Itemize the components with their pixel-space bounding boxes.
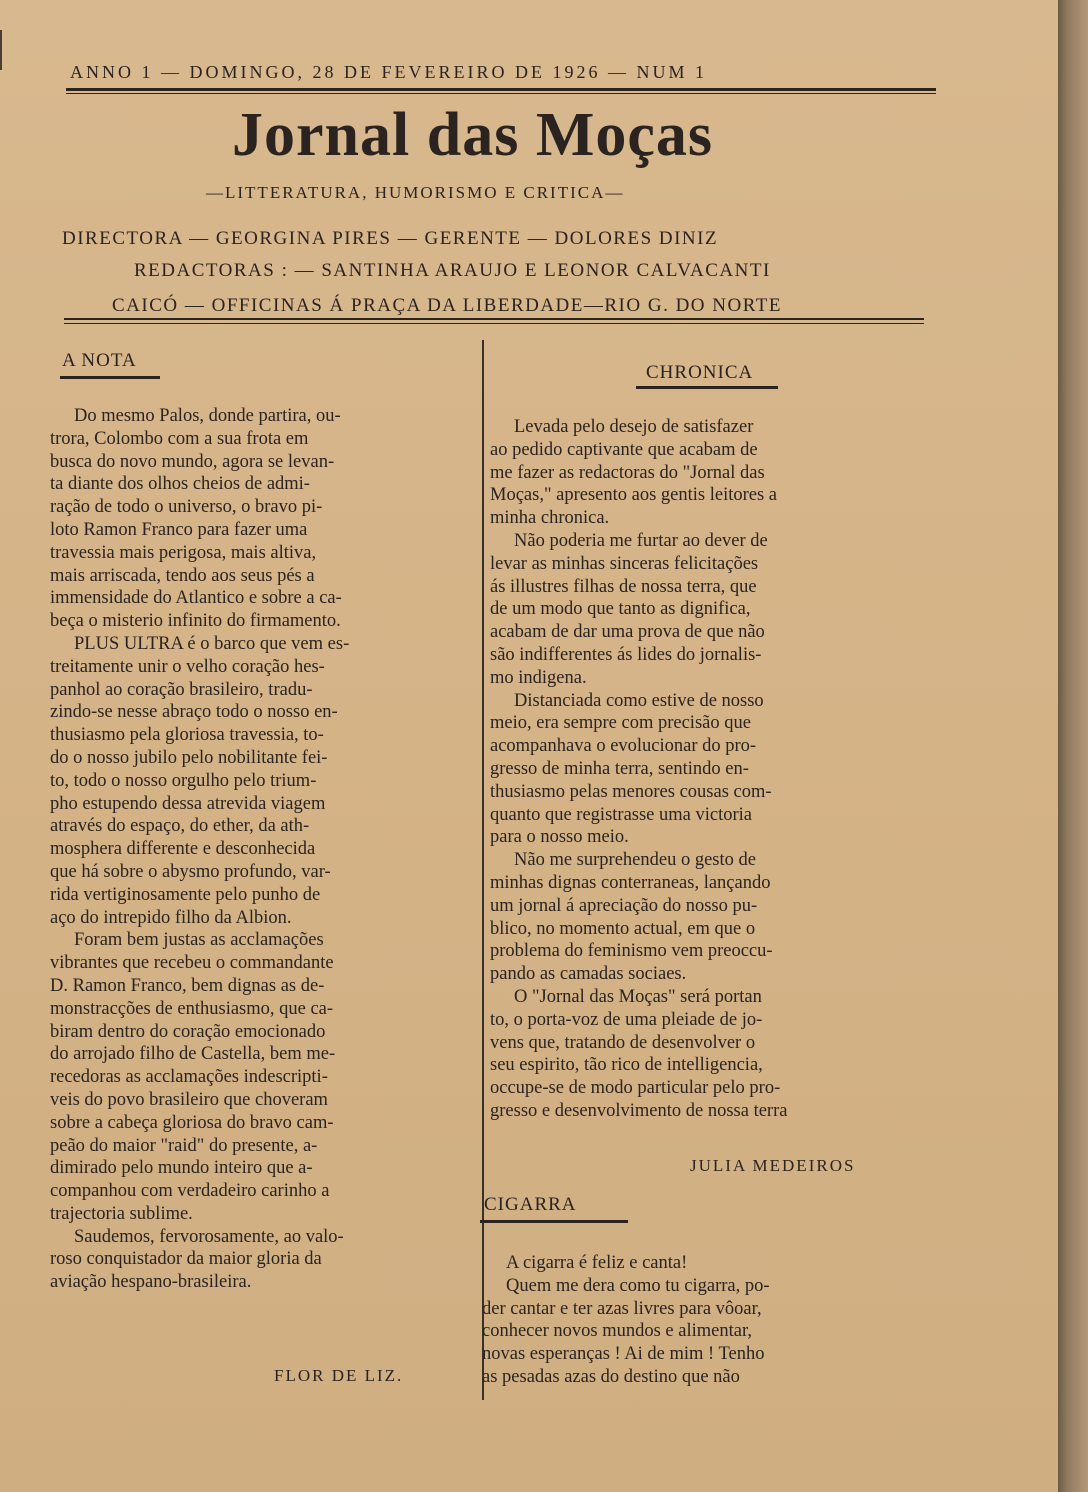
text-line: problema do feminismo vem preoccu- <box>490 941 773 962</box>
paragraph <box>50 929 470 1225</box>
text-line: biram dentro do coração emocionado <box>50 1021 326 1042</box>
article-chronica <box>490 416 914 1123</box>
text-line: immensidade do Atlantico e sobre a ca- <box>50 588 342 609</box>
text-line: mais arriscada, tendo aos seus pés a <box>50 565 315 586</box>
dateline: ANNO 1 — DOMINGO, 28 DE FEVEREIRO DE 1926 — NUM 1 <box>70 62 707 82</box>
spine-mark <box>0 30 10 70</box>
text-line: trajectoria sublime. <box>50 1203 193 1224</box>
column-divider <box>482 340 484 1400</box>
text-line: através do espaço, do ether, da ath- <box>50 816 310 837</box>
paragraph <box>490 690 914 850</box>
text-line: novas esperanças ! Ai de mim ! Tenho <box>482 1344 765 1365</box>
text-line: do o nosso jubilo pelo nobilitante fei- <box>50 747 328 768</box>
text-line: travessia mais perigosa, mais altiva, <box>50 542 317 563</box>
text-line: Moças," apresento aos gentis leitores a <box>490 485 778 506</box>
text-line: to, todo o nosso orgulho pelo trium- <box>50 770 317 791</box>
article-cigarra <box>482 1252 912 1389</box>
text-line: Saudemos, fervorosamente, ao valo- <box>74 1226 344 1247</box>
heading-underline <box>636 386 778 389</box>
heading-underline <box>480 1220 628 1223</box>
text-line: treitamente unir o velho coração hes- <box>50 656 325 677</box>
newspaper-title: Jornal das Moças <box>232 101 713 169</box>
text-line: do arrojado filho de Castella, bem me- <box>50 1044 336 1065</box>
staff-line-directora: DIRECTORA — GEORGINA PIRES — GERENTE — DOLORES DINIZ <box>62 228 719 249</box>
text-line: meio, era sempre com precisão que <box>490 713 751 734</box>
page-edge <box>1058 0 1088 1492</box>
text-line: mosphera differente e desconhecida <box>50 839 316 860</box>
heading-cigarra: CIGARRA <box>484 1194 577 1215</box>
text-line: gresso de minha terra, sentindo en- <box>490 758 749 779</box>
text-line: PLUS ULTRA é o barco que vem es- <box>74 633 350 654</box>
text-line: Do mesmo Palos, donde partira, ou- <box>74 406 341 426</box>
paragraph <box>50 405 470 633</box>
text-line: pho estupendo dessa atrevida viagem <box>50 793 326 814</box>
text-line: A cigarra é feliz e canta! <box>506 1253 688 1273</box>
text-line: ao pedido captivante que acabam de <box>490 439 758 460</box>
dateline-rule <box>66 88 936 91</box>
masthead-rule <box>64 318 924 320</box>
text-line: as pesadas azas do destino que não <box>482 1366 740 1387</box>
text-line: der cantar e ter azas livres para vôoar, <box>482 1298 762 1319</box>
text-line: Distanciada como estive de nosso <box>514 690 764 711</box>
paragraph <box>490 849 914 986</box>
text-line: minhas dignas conterraneas, lançando <box>490 872 771 893</box>
paragraph <box>482 1252 912 1275</box>
text-line: vibrantes que recebeu o commandante <box>50 953 334 974</box>
staff-line-officinas: CAICÓ — OFFICINAS Á PRAÇA DA LIBERDADE—RIO G. DO NORTE <box>112 295 782 316</box>
text-line: roso conquistador da maior gloria da <box>50 1249 322 1270</box>
text-line: thusiasmo pela gloriosa travessia, to- <box>50 725 324 746</box>
text-line: companhou com verdadeiro carinho a <box>50 1181 330 1202</box>
text-line: Não poderia me furtar ao dever de <box>514 530 768 551</box>
text-line: gresso e desenvolvimento de nossa terra <box>490 1100 788 1121</box>
paragraph <box>490 530 914 690</box>
signature-flor-de-liz: FLOR DE LIZ. <box>274 1366 404 1385</box>
text-line: sobre a cabeça gloriosa do bravo cam- <box>50 1112 334 1133</box>
text-line: zindo-se nesse abraço todo o nosso en- <box>50 702 338 723</box>
paragraph <box>50 633 470 929</box>
text-line: monstracções de enthusiasmo, que ca- <box>50 998 334 1019</box>
text-line: aviação hespano-brasileira. <box>50 1272 252 1293</box>
text-line: busca do novo mundo, agora se levan- <box>50 451 335 472</box>
staff-line-redactoras: REDACTORAS : — SANTINHA ARAUJO E LEONOR CALVACANTI <box>134 260 771 281</box>
text-line: ta diante dos olhos cheios de admi- <box>50 474 310 495</box>
text-line: blico, no momento actual, em que o <box>490 918 756 939</box>
text-line: que há sobre o abysmo profundo, var- <box>50 861 331 882</box>
text-line: levar as minhas sinceras felicitações <box>490 553 759 574</box>
text-line: seu espirito, tão rico de intelligencia, <box>490 1055 763 1076</box>
text-line: mo indigena. <box>490 667 587 688</box>
text-line: beça o misterio infinito do firmamento. <box>50 611 341 632</box>
text-line: minha chronica. <box>490 508 610 529</box>
text-line: O "Jornal das Moças" será portan <box>514 986 762 1007</box>
text-line: ração de todo o universo, o bravo pi- <box>50 497 323 518</box>
heading-underline <box>60 376 160 379</box>
article-a-nota <box>50 405 470 1294</box>
text-line: Levada pelo desejo de satisfazer <box>514 417 754 437</box>
paragraph <box>490 986 914 1123</box>
heading-chronica: CHRONICA <box>646 362 754 383</box>
newspaper-subtitle: —LITTERATURA, HUMORISMO E CRITICA— <box>206 183 625 202</box>
text-line: ás illustres filhas de nossa terra, que <box>490 576 757 597</box>
paragraph <box>50 1226 470 1294</box>
text-line: rida vertiginosamente pelo punho de <box>50 884 321 905</box>
text-line: veis do povo brasileiro que choveram <box>50 1089 328 1110</box>
text-line: acabam de dar uma prova de que não <box>490 622 765 643</box>
text-line: acompanhava o evolucionar do pro- <box>490 736 757 757</box>
text-line: to, o porta-voz de uma pleiade de jo- <box>490 1009 763 1030</box>
text-line: D. Ramon Franco, bem dignas as de- <box>50 975 325 996</box>
signature-julia-medeiros: JULIA MEDEIROS <box>690 1156 856 1175</box>
text-line: vens que, tratando de desenvolver o <box>490 1032 756 1053</box>
text-line: panhol ao coração brasileiro, tradu- <box>50 679 313 700</box>
text-line: um jornal á apreciação do nosso pu- <box>490 895 758 916</box>
text-line: para o nosso meio. <box>490 827 629 848</box>
text-line: dimirado pelo mundo inteiro que a- <box>50 1158 313 1179</box>
text-line: são indifferentes ás lides do jornalis- <box>490 644 762 665</box>
text-line: aço do intrepido filho da Albion. <box>50 907 292 928</box>
text-line: recedoras as acclamações indescripti- <box>50 1067 328 1088</box>
text-line: loto Ramon Franco para fazer uma <box>50 519 308 540</box>
paragraph <box>490 416 914 530</box>
text-line: Não me surprehendeu o gesto de <box>514 850 756 871</box>
text-line: peão do maior "raid" do presente, a- <box>50 1135 318 1156</box>
text-line: conhecer novos mundos e alimentar, <box>482 1321 752 1342</box>
text-line: pando as camadas sociaes. <box>490 964 687 985</box>
text-line: Quem me dera como tu cigarra, po- <box>506 1275 770 1296</box>
text-line: occupe-se de modo particular pelo pro- <box>490 1078 781 1099</box>
heading-a-nota: A NOTA <box>62 350 137 371</box>
masthead-rule-thin <box>64 323 924 324</box>
text-line: quanto que registrasse uma victoria <box>490 804 752 825</box>
text-line: Foram bem justas as acclamações <box>74 930 324 951</box>
text-line: thusiasmo pelas menores cousas com- <box>490 781 772 802</box>
text-line: de um modo que tanto as dignifica, <box>490 599 751 620</box>
dateline-rule-thin <box>66 93 936 94</box>
text-line: me fazer as redactoras do "Jornal das <box>490 462 765 483</box>
text-line: trora, Colombo com a sua frota em <box>50 428 309 449</box>
paragraph <box>482 1275 912 1389</box>
